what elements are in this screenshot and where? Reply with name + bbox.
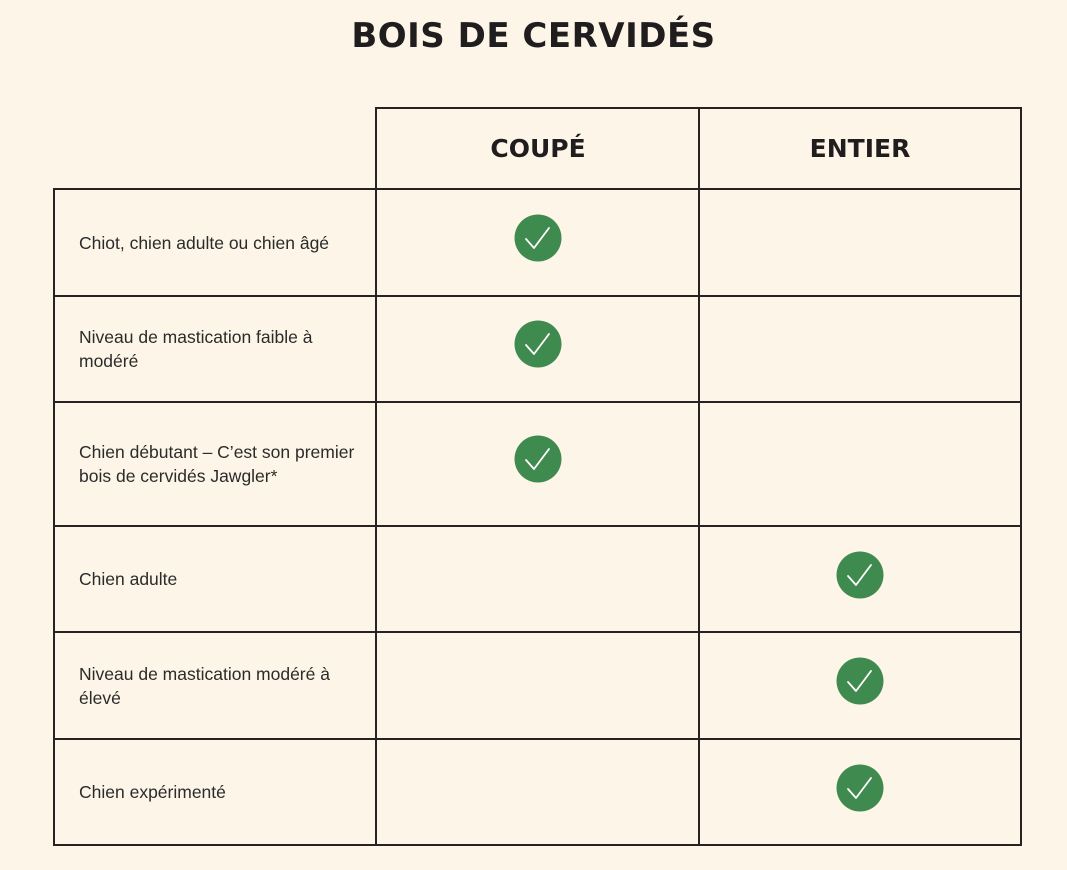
check-circle-icon bbox=[836, 657, 884, 705]
row-label: Chien débutant – C’est son premier bois de cervidés Jawgler* bbox=[79, 442, 355, 486]
check-circle-icon bbox=[514, 214, 562, 262]
table-border-right bbox=[1020, 107, 1022, 846]
check-circle-icon bbox=[836, 551, 884, 599]
column-header-entier: ENTIER bbox=[809, 133, 911, 163]
table-border-left bbox=[53, 188, 55, 846]
row-label: Niveau de mastication faible à modéré bbox=[79, 327, 313, 371]
table-border-bottom bbox=[53, 844, 1022, 846]
check-circle-icon bbox=[514, 320, 562, 368]
table-border bbox=[375, 107, 377, 846]
table-border bbox=[698, 107, 700, 846]
row-label: Niveau de mastication modéré à élevé bbox=[79, 663, 330, 708]
check-circle-icon bbox=[514, 435, 562, 483]
page-title: BOIS DE CERVIDÉS bbox=[351, 16, 716, 56]
row-label: Chiot, chien adulte ou chien âgé bbox=[79, 232, 330, 253]
check-circle-icon bbox=[836, 764, 884, 812]
column-header-coupe: COUPÉ bbox=[490, 133, 586, 163]
row-label: Chien adulte bbox=[79, 569, 178, 589]
row-label: Chien expérimenté bbox=[79, 782, 226, 802]
